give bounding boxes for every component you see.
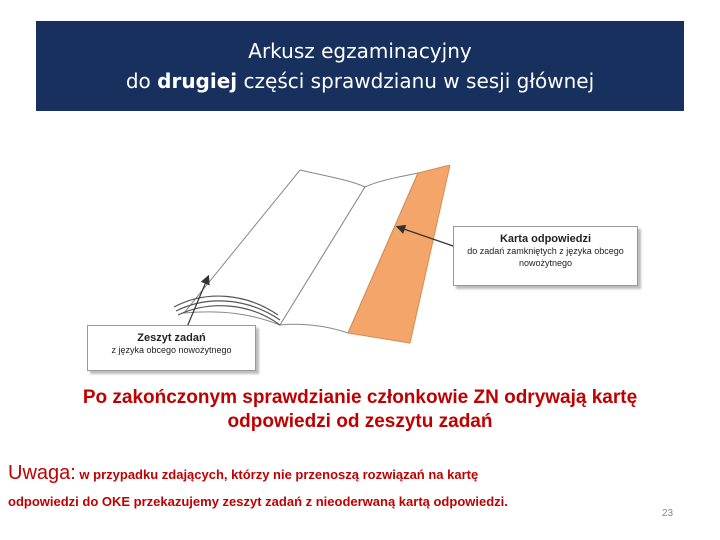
note-line-2: odpowiedzi do OKE przekazujemy zeszyt zadań z nieoderwaną kartą odpowiedzi. <box>8 494 508 509</box>
title-line-2 <box>36 66 684 96</box>
answer-card-sub-2: nowożytnego <box>518 258 573 268</box>
task-booklet-callout <box>87 325 256 371</box>
title-line-2-pre: do <box>125 69 158 93</box>
main-instruction-line-2: odpowiedzi od zeszytu zadań <box>227 411 493 432</box>
task-booklet-sub-1: z języka obcego nowożytnego <box>111 345 232 355</box>
answer-card-sub-1: do zadań zamkniętych z języka obcego <box>467 246 624 256</box>
main-instruction <box>0 386 720 434</box>
task-booklet-title: Zeszyt zadań <box>137 332 206 344</box>
slide-title-banner <box>36 21 684 111</box>
note-text-1: w przypadku zdających, którzy nie przenoszą rozwiązań na kartę <box>75 467 479 482</box>
answer-card-title: Karta odpowiedzi <box>499 233 592 245</box>
note-label: Uwaga: <box>8 462 76 484</box>
answer-card-callout <box>453 226 638 286</box>
title-line-2-post: części sprawdzianu w sesji głównej <box>237 69 595 93</box>
title-line-2-bold: drugiej <box>157 69 238 93</box>
page-number: 23 <box>662 508 674 519</box>
main-instruction-line-1: Po zakończonym sprawdzianie członkowie ZN odrywają kartę <box>82 387 638 408</box>
title-line-1: Arkusz egzaminacyjny <box>248 39 472 63</box>
note-block <box>8 460 714 512</box>
note-line-1 <box>8 460 714 488</box>
